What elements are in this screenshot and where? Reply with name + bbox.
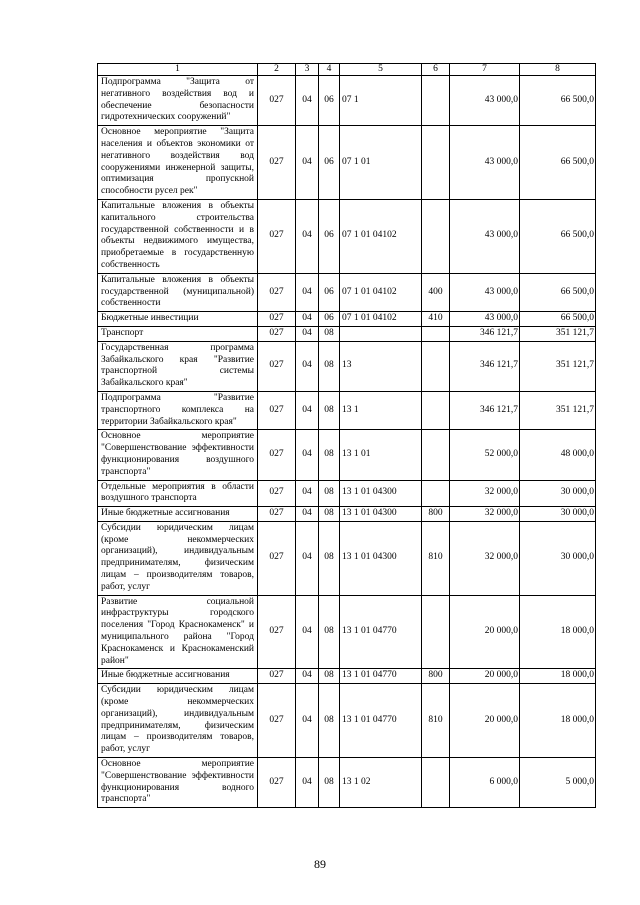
row-name: Основное мероприятие "Совершенствование эффективности функционирования водного транспорта" bbox=[98, 758, 258, 808]
row-name: Капитальные вложения в объекты государственной (муниципальной) собственности bbox=[98, 273, 258, 311]
admin-code: 027 bbox=[258, 507, 296, 522]
target-article-code: 13 1 bbox=[340, 391, 422, 429]
section-code: 04 bbox=[296, 507, 319, 522]
subsection-code: 08 bbox=[319, 480, 340, 507]
column-number: 1 bbox=[98, 64, 258, 76]
column-number: 4 bbox=[319, 64, 340, 76]
row-name: Капитальные вложения в объекты капитального строительства государственной собственности и в объекты недвижимого имущества, приобретаемые в государственную собственность bbox=[98, 199, 258, 273]
subsection-code: 06 bbox=[319, 76, 340, 126]
column-number: 7 bbox=[450, 64, 520, 76]
row-name: Основное мероприятие "Защита населения и объектов экономики от негативного воздействия вод сооружениями инженерной защиты, оптимизация пропускной способности русел рек" bbox=[98, 126, 258, 200]
table-row bbox=[98, 126, 596, 200]
budget-table bbox=[97, 63, 596, 808]
column-number: 5 bbox=[340, 64, 422, 76]
amount-year-2: 351 121,7 bbox=[520, 391, 596, 429]
section-code: 04 bbox=[296, 312, 319, 327]
amount-year-1: 32 000,0 bbox=[450, 521, 520, 595]
admin-code: 027 bbox=[258, 595, 296, 669]
table-row bbox=[98, 199, 596, 273]
amount-year-1: 346 121,7 bbox=[450, 391, 520, 429]
expense-type-code: 400 bbox=[422, 273, 450, 311]
amount-year-2: 66 500,0 bbox=[520, 199, 596, 273]
table-row bbox=[98, 312, 596, 327]
page-number: 89 bbox=[314, 857, 326, 871]
column-number: 3 bbox=[296, 64, 319, 76]
table-row bbox=[98, 595, 596, 669]
column-number: 8 bbox=[520, 64, 596, 76]
target-article-code: 13 bbox=[340, 341, 422, 391]
section-code: 04 bbox=[296, 273, 319, 311]
expense-type-code bbox=[422, 126, 450, 200]
subsection-code: 08 bbox=[319, 669, 340, 684]
subsection-code: 08 bbox=[319, 430, 340, 480]
admin-code: 027 bbox=[258, 326, 296, 341]
row-name: Развитие социальной инфраструктуры городского поселения "Город Краснокаменск" и муниципального района "Город Краснокаменск и Краснокаменский район" bbox=[98, 595, 258, 669]
amount-year-1: 52 000,0 bbox=[450, 430, 520, 480]
subsection-code: 06 bbox=[319, 273, 340, 311]
expense-type-code bbox=[422, 480, 450, 507]
target-article-code: 13 1 01 04770 bbox=[340, 669, 422, 684]
table-row bbox=[98, 391, 596, 429]
amount-year-2: 18 000,0 bbox=[520, 595, 596, 669]
amount-year-1: 43 000,0 bbox=[450, 273, 520, 311]
target-article-code: 07 1 01 04102 bbox=[340, 312, 422, 327]
subsection-code: 08 bbox=[319, 595, 340, 669]
column-number: 6 bbox=[422, 64, 450, 76]
amount-year-1: 32 000,0 bbox=[450, 507, 520, 522]
expense-type-code: 800 bbox=[422, 669, 450, 684]
amount-year-2: 66 500,0 bbox=[520, 126, 596, 200]
subsection-code: 08 bbox=[319, 684, 340, 758]
admin-code: 027 bbox=[258, 273, 296, 311]
section-code: 04 bbox=[296, 76, 319, 126]
subsection-code: 08 bbox=[319, 758, 340, 808]
section-code: 04 bbox=[296, 669, 319, 684]
amount-year-2: 66 500,0 bbox=[520, 312, 596, 327]
amount-year-1: 20 000,0 bbox=[450, 595, 520, 669]
amount-year-2: 66 500,0 bbox=[520, 76, 596, 126]
column-number-row bbox=[98, 64, 596, 76]
row-name: Основное мероприятие "Совершенствование эффективности функционирования воздушного транспорта" bbox=[98, 430, 258, 480]
amount-year-1: 43 000,0 bbox=[450, 76, 520, 126]
expense-type-code bbox=[422, 326, 450, 341]
amount-year-2: 30 000,0 bbox=[520, 507, 596, 522]
row-name: Подпрограмма "Развитие транспортного комплекса на территории Забайкальского края" bbox=[98, 391, 258, 429]
amount-year-2: 351 121,7 bbox=[520, 326, 596, 341]
admin-code: 027 bbox=[258, 684, 296, 758]
admin-code: 027 bbox=[258, 391, 296, 429]
admin-code: 027 bbox=[258, 312, 296, 327]
amount-year-1: 346 121,7 bbox=[450, 341, 520, 391]
section-code: 04 bbox=[296, 521, 319, 595]
table-row bbox=[98, 758, 596, 808]
amount-year-2: 18 000,0 bbox=[520, 684, 596, 758]
amount-year-2: 66 500,0 bbox=[520, 273, 596, 311]
admin-code: 027 bbox=[258, 480, 296, 507]
section-code: 04 bbox=[296, 199, 319, 273]
row-name: Транспорт bbox=[98, 326, 258, 341]
target-article-code: 13 1 01 04300 bbox=[340, 507, 422, 522]
target-article-code: 07 1 01 04102 bbox=[340, 273, 422, 311]
target-article-code: 13 1 02 bbox=[340, 758, 422, 808]
row-name: Государственная программа Забайкальского края "Развитие транспортной системы Забайкальского края" bbox=[98, 341, 258, 391]
row-name: Субсидии юридическим лицам (кроме некоммерческих организаций), индивидуальным предпринимателям, физическим лицам – производителям товаров, работ, услуг bbox=[98, 521, 258, 595]
target-article-code: 13 1 01 04770 bbox=[340, 595, 422, 669]
column-number: 2 bbox=[258, 64, 296, 76]
section-code: 04 bbox=[296, 758, 319, 808]
section-code: 04 bbox=[296, 684, 319, 758]
target-article-code: 07 1 01 04102 bbox=[340, 199, 422, 273]
section-code: 04 bbox=[296, 430, 319, 480]
target-article-code: 13 1 01 04300 bbox=[340, 480, 422, 507]
expense-type-code bbox=[422, 430, 450, 480]
subsection-code: 08 bbox=[319, 391, 340, 429]
expense-type-code: 800 bbox=[422, 507, 450, 522]
subsection-code: 08 bbox=[319, 326, 340, 341]
amount-year-1: 32 000,0 bbox=[450, 480, 520, 507]
admin-code: 027 bbox=[258, 758, 296, 808]
subsection-code: 08 bbox=[319, 341, 340, 391]
amount-year-1: 20 000,0 bbox=[450, 669, 520, 684]
row-name: Подпрограмма "Защита от негативного воздействия вод и обеспечение безопасности гидротехнических сооружений" bbox=[98, 76, 258, 126]
expense-type-code bbox=[422, 76, 450, 126]
amount-year-1: 20 000,0 bbox=[450, 684, 520, 758]
admin-code: 027 bbox=[258, 521, 296, 595]
table-row bbox=[98, 480, 596, 507]
expense-type-code bbox=[422, 595, 450, 669]
expense-type-code: 410 bbox=[422, 312, 450, 327]
expense-type-code: 810 bbox=[422, 521, 450, 595]
table-row bbox=[98, 521, 596, 595]
subsection-code: 06 bbox=[319, 312, 340, 327]
expense-type-code bbox=[422, 341, 450, 391]
subsection-code: 08 bbox=[319, 507, 340, 522]
admin-code: 027 bbox=[258, 199, 296, 273]
target-article-code: 07 1 01 bbox=[340, 126, 422, 200]
expense-type-code bbox=[422, 199, 450, 273]
amount-year-2: 30 000,0 bbox=[520, 521, 596, 595]
admin-code: 027 bbox=[258, 76, 296, 126]
subsection-code: 06 bbox=[319, 126, 340, 200]
row-name: Отдельные мероприятия в области воздушного транспорта bbox=[98, 480, 258, 507]
amount-year-1: 43 000,0 bbox=[450, 126, 520, 200]
target-article-code: 07 1 bbox=[340, 76, 422, 126]
expense-type-code bbox=[422, 758, 450, 808]
table-row bbox=[98, 669, 596, 684]
table-row bbox=[98, 684, 596, 758]
amount-year-2: 18 000,0 bbox=[520, 669, 596, 684]
amount-year-1: 346 121,7 bbox=[450, 326, 520, 341]
table-row bbox=[98, 273, 596, 311]
section-code: 04 bbox=[296, 480, 319, 507]
amount-year-1: 43 000,0 bbox=[450, 312, 520, 327]
table-row bbox=[98, 507, 596, 522]
expense-type-code: 810 bbox=[422, 684, 450, 758]
admin-code: 027 bbox=[258, 430, 296, 480]
amount-year-1: 6 000,0 bbox=[450, 758, 520, 808]
target-article-code: 13 1 01 04770 bbox=[340, 684, 422, 758]
table-row bbox=[98, 341, 596, 391]
amount-year-2: 351 121,7 bbox=[520, 341, 596, 391]
subsection-code: 06 bbox=[319, 199, 340, 273]
target-article-code: 13 1 01 04300 bbox=[340, 521, 422, 595]
admin-code: 027 bbox=[258, 669, 296, 684]
row-name: Иные бюджетные ассигнования bbox=[98, 507, 258, 522]
section-code: 04 bbox=[296, 126, 319, 200]
target-article-code: 13 1 01 bbox=[340, 430, 422, 480]
amount-year-1: 43 000,0 bbox=[450, 199, 520, 273]
amount-year-2: 48 000,0 bbox=[520, 430, 596, 480]
subsection-code: 08 bbox=[319, 521, 340, 595]
section-code: 04 bbox=[296, 391, 319, 429]
admin-code: 027 bbox=[258, 341, 296, 391]
section-code: 04 bbox=[296, 341, 319, 391]
target-article-code bbox=[340, 326, 422, 341]
table-row bbox=[98, 326, 596, 341]
amount-year-2: 30 000,0 bbox=[520, 480, 596, 507]
table-row bbox=[98, 76, 596, 126]
admin-code: 027 bbox=[258, 126, 296, 200]
section-code: 04 bbox=[296, 326, 319, 341]
row-name: Субсидии юридическим лицам (кроме некоммерческих организаций), индивидуальным предпринимателям, физическим лицам – производителям товаров, работ, услуг bbox=[98, 684, 258, 758]
row-name: Иные бюджетные ассигнования bbox=[98, 669, 258, 684]
amount-year-2: 5 000,0 bbox=[520, 758, 596, 808]
table-row bbox=[98, 430, 596, 480]
expense-type-code bbox=[422, 391, 450, 429]
row-name: Бюджетные инвестиции bbox=[98, 312, 258, 327]
section-code: 04 bbox=[296, 595, 319, 669]
